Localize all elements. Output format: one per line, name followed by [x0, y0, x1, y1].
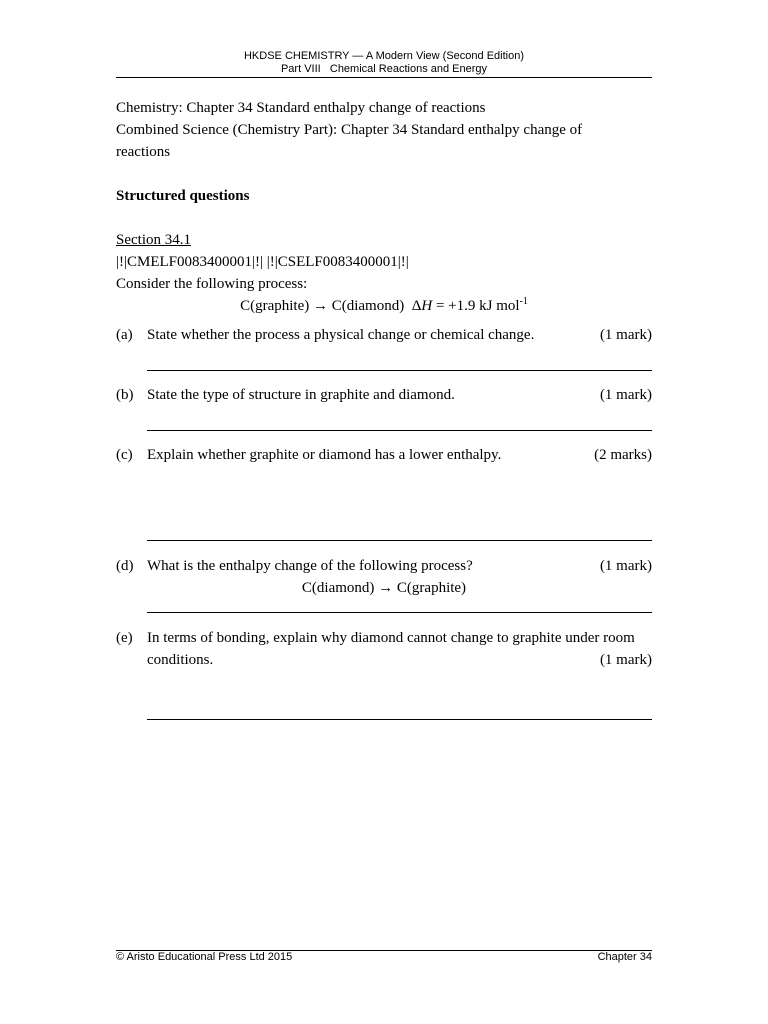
question-marks: (1 mark) [599, 652, 652, 668]
question-text-continued: conditions. [147, 652, 214, 668]
combined-science-line-continued: reactions [116, 144, 171, 160]
question-c [116, 444, 652, 466]
question-text: State the type of structure in graphite and diamond. [147, 387, 455, 403]
question-text: Explain whether graphite or diamond has a lower enthalpy. [147, 447, 502, 463]
equation-left: C(graphite) → C(diamond) Δ [240, 298, 422, 314]
answer-line-b[interactable] [147, 406, 652, 431]
question-label: (c) [116, 447, 133, 463]
equation-right: = +1.9 kJ mol [432, 298, 520, 314]
question-text: In terms of bonding, explain why diamond cannot change to graphite under room [147, 630, 635, 646]
document-body [116, 97, 652, 720]
question-e [116, 627, 652, 671]
question-text: State whether the process a physical change or chemical change. [147, 327, 535, 343]
answer-line-c[interactable] [147, 466, 652, 541]
copyright-text: © Aristo Educational Press Ltd 2015 [116, 951, 293, 963]
combined-science-line: Combined Science (Chemistry Part): Chapter 34 Standard enthalpy change of [116, 122, 583, 138]
question-marks: (1 mark) [599, 558, 652, 574]
answer-line-e[interactable] [147, 671, 652, 720]
answer-line-a[interactable] [147, 346, 652, 371]
chemistry-chapter-line: Chemistry: Chapter 34 Standard enthalpy change of reactions [116, 100, 486, 116]
equation-exponent: -1 [519, 296, 528, 307]
question-marks: (1 mark) [599, 387, 652, 403]
answer-line-d[interactable] [147, 599, 652, 613]
question-marks: (1 mark) [599, 327, 652, 343]
page-header [116, 50, 652, 78]
header-title: HKDSE CHEMISTRY — A Modern View (Second Edition) [243, 50, 524, 62]
question-stem: Consider the following process: [116, 276, 308, 292]
question-label: (a) [116, 327, 133, 343]
process-equation [116, 295, 652, 317]
page-footer [116, 950, 652, 964]
question-label: (e) [116, 630, 133, 646]
question-b [116, 384, 652, 406]
section-heading: Structured questions [116, 188, 250, 204]
header-subtitle: Part VIII Chemical Reactions and Energy [280, 63, 488, 75]
question-code: |!|CMELF0083400001|!| |!|CSELF0083400001|!| [116, 254, 409, 270]
question-marks: (2 marks) [594, 447, 652, 463]
question-d [116, 555, 652, 599]
reverse-process-equation: C(diamond) → C(graphite) [301, 580, 467, 596]
question-text: What is the enthalpy change of the following process? [147, 558, 473, 574]
section-title: Section 34.1 [116, 232, 191, 248]
question-label: (b) [116, 387, 134, 403]
chapter-label: Chapter 34 [597, 951, 652, 963]
question-a [116, 324, 652, 346]
question-label: (d) [116, 558, 134, 574]
equation-h-symbol: H [421, 298, 433, 314]
